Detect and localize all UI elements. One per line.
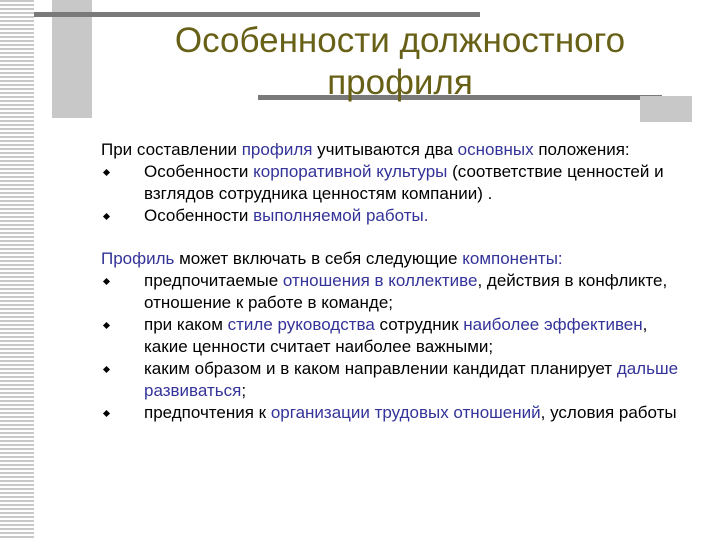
bullet-text	[144, 315, 647, 356]
block2-bullet-4	[101, 402, 681, 424]
block-principles	[101, 139, 681, 227]
decorative-stripes	[0, 0, 34, 540]
highlighted-term: отношения в коллективе	[282, 271, 478, 290]
block2-intro	[101, 248, 681, 270]
bullet-text	[144, 162, 664, 203]
text-run: сотрудник	[374, 315, 464, 334]
decorative-vertical-bar	[52, 0, 92, 118]
block-components	[101, 248, 681, 424]
block2-bullet-1	[101, 270, 681, 314]
text-run: каким образом и в каком направлении кандидат планирует	[144, 359, 617, 378]
highlighted-term: дальше развиваться	[144, 359, 679, 400]
text-run: учитываются два	[312, 140, 458, 159]
text-run: предпочитаемые	[144, 271, 283, 290]
text-run: может включать в себя следующие	[174, 249, 463, 268]
slide-title	[100, 20, 700, 104]
highlighted-term: организации трудовых отношений	[270, 403, 541, 422]
diamond-bullet-icon	[101, 276, 111, 286]
highlighted-term: корпоративной культуры	[253, 162, 448, 181]
block1-bullet-2	[101, 205, 681, 227]
text-run: , действия в конфликте, отношение к работе в команде;	[144, 271, 668, 312]
block1-bullet-1	[101, 161, 681, 205]
text-run: При составлении	[101, 140, 242, 159]
bullet-text	[144, 403, 677, 422]
highlighted-term: профиля	[241, 140, 313, 159]
text-run: при каком	[144, 315, 228, 334]
title-line-2: профиля	[327, 63, 473, 102]
title-line-1: Особенности должностного	[174, 21, 626, 60]
highlighted-term: выполняемой работы.	[253, 206, 429, 225]
text-run: , условия работы	[540, 403, 677, 422]
block2-bullet-2	[101, 314, 681, 358]
diamond-bullet-icon	[101, 320, 111, 330]
bullet-text	[144, 271, 667, 312]
bullet-text	[144, 359, 678, 400]
diamond-bullet-icon	[101, 167, 111, 177]
text-run: положения:	[533, 140, 630, 159]
diamond-bullet-icon	[101, 364, 111, 374]
block2-bullet-3	[101, 358, 681, 402]
highlighted-term: стиле руководства	[227, 315, 375, 334]
highlighted-term: основных	[457, 140, 534, 159]
bullet-text	[144, 206, 428, 225]
text-run: предпочтения к	[144, 403, 271, 422]
diamond-bullet-icon	[101, 211, 111, 221]
block1-intro	[101, 139, 681, 161]
text-run: (соответствие ценностей и взглядов сотрудника ценностям компании) .	[144, 162, 664, 203]
highlighted-term: компоненты:	[462, 249, 563, 268]
text-run: ;	[241, 381, 247, 400]
highlighted-term: Профиль	[101, 249, 175, 268]
text-run: Особенности	[144, 162, 254, 181]
text-run: , какие ценности считает наиболее важными;	[144, 315, 648, 356]
decorative-top-line	[34, 12, 480, 17]
highlighted-term: наиболее эффективен	[463, 315, 643, 334]
text-run: Особенности	[144, 206, 254, 225]
diamond-bullet-icon	[101, 408, 111, 418]
